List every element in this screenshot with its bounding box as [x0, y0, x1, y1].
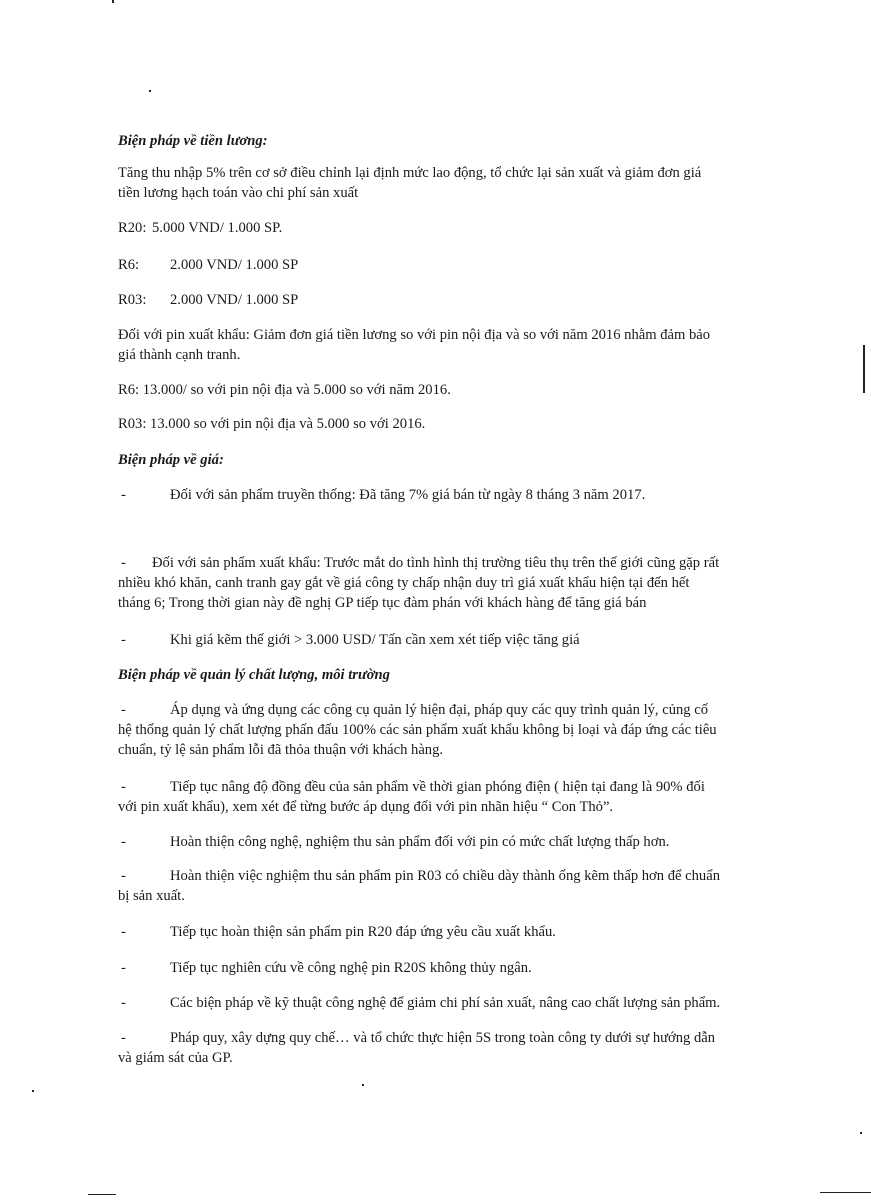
bullet-dash: -: [121, 555, 126, 571]
bullet-dash: -: [121, 834, 126, 850]
export-salary-line-2: giá thành cạnh tranh.: [118, 347, 241, 363]
salary-heading: Biện pháp về tiền lương:: [118, 133, 268, 149]
quality-item-8-line-2: và giám sát của GP.: [118, 1050, 233, 1066]
quality-item-8-line-1: Pháp quy, xây dựng quy chế… và tổ chức thực hiện 5S trong toàn công ty dưới sự hướng dẫn: [170, 1030, 716, 1046]
bullet-dash: -: [121, 924, 126, 940]
quality-item-2-line-2: với pin xuất khẩu), xem xét để từng bước áp dụng đối với pin nhãn hiệu “ Con Thỏ”.: [118, 799, 614, 815]
price-heading: Biện pháp về giá:: [118, 452, 224, 468]
quality-item-2-line-1: Tiếp tục nâng độ đồng đều của sản phẩm về thời gian phóng điện ( hiện tại đang là 90% đối: [170, 779, 705, 795]
price-zinc: Khi giá kẽm thế giới > 3.000 USD/ Tấn cần xem xét tiếp việc tăng giá: [170, 632, 580, 648]
r03-value: 2.000 VND/ 1.000 SP: [170, 292, 299, 308]
quality-item-5: Tiếp tục hoàn thiện sản phẩm pin R20 đáp ứng yêu cầu xuất khẩu.: [170, 924, 556, 940]
bullet-dash: -: [121, 779, 126, 795]
scan-edge-line: [88, 1194, 116, 1195]
r03-label: R03:: [118, 292, 147, 308]
r6-value: 2.000 VND/ 1.000 SP: [170, 257, 299, 273]
price-export-line-1: Đối với sản phẩm xuất khẩu: Trước mắt do tình hình thị trường tiêu thụ trên thế giới cũng gặp rất: [152, 555, 720, 571]
bullet-dash: -: [121, 487, 126, 503]
price-export-line-3: tháng 6; Trong thời gian này đề nghị GP tiếp tục đàm phán với khách hàng để tăng giá bán: [118, 595, 647, 611]
quality-item-4-line-2: bị sản xuất.: [118, 888, 185, 904]
bullet-dash: -: [121, 702, 126, 718]
quality-item-4-line-1: Hoàn thiện việc nghiệm thu sản phẩm pin R03 có chiều dày thành ống kẽm thấp hơn để chuẩn: [170, 868, 720, 884]
price-traditional: Đối với sản phẩm truyền thống: Đã tăng 7% giá bán từ ngày 8 tháng 3 năm 2017.: [170, 487, 646, 503]
quality-item-7: Các biện pháp về kỹ thuật công nghệ để giảm chi phí sản xuất, nâng cao chất lượng sản phẩm.: [170, 995, 721, 1011]
scan-dot: [860, 1132, 862, 1134]
r6-export-salary: R6: 13.000/ so với pin nội địa và 5.000 so với năm 2016.: [118, 382, 451, 398]
r03-export-salary: R03: 13.000 so với pin nội địa và 5.000 so với 2016.: [118, 416, 426, 432]
scan-edge-mark: [863, 345, 865, 393]
quality-item-1-line-1: Áp dụng và ứng dụng các công cụ quản lý hiện đại, pháp quy các quy trình quản lý, củng cố: [170, 702, 709, 718]
price-export-line-2: nhiều khó khăn, canh tranh gay gắt về giá công ty chấp nhận duy trì giá xuất khẩu hiện tại đến hết: [118, 575, 690, 591]
quality-item-6: Tiếp tục nghiên cứu về công nghệ pin R20S không thủy ngân.: [170, 960, 532, 976]
scan-dot: [149, 90, 151, 92]
salary-intro-line-2: tiền lương hạch toán vào chi phí sản xuất: [118, 185, 359, 201]
quality-heading: Biện pháp về quản lý chất lượng, môi trường: [118, 667, 390, 683]
r20-label: R20:: [118, 220, 147, 236]
salary-intro-line-1: Tăng thu nhập 5% trên cơ sở điều chỉnh lại định mức lao động, tổ chức lại sản xuất và giảm đơn giá: [118, 165, 702, 181]
scan-dot: [362, 1084, 364, 1086]
quality-item-1-line-2: hệ thống quản lý chất lượng phấn đấu 100% các sản phẩm xuất khẩu không bị loại và đáp ứng các tiêu: [118, 722, 717, 738]
quality-item-1-line-3: chuẩn, tỷ lệ sản phẩm lỗi đã thỏa thuận với khách hàng.: [118, 742, 444, 758]
scan-dot: [32, 1090, 34, 1092]
bullet-dash: -: [121, 995, 126, 1011]
quality-item-3: Hoàn thiện công nghệ, nghiệm thu sản phẩm đối với pin có mức chất lượng thấp hơn.: [170, 834, 670, 850]
r6-label: R6:: [118, 257, 140, 273]
scan-edge-line: [820, 1192, 871, 1193]
bullet-dash: -: [121, 868, 126, 884]
bullet-dash: -: [121, 960, 126, 976]
export-salary-line-1: Đối với pin xuất khẩu: Giảm đơn giá tiền lương so với pin nội địa và so với năm 2016 nhằm đảm bảo: [118, 327, 711, 343]
bullet-dash: -: [121, 632, 126, 648]
r20-value: 5.000 VND/ 1.000 SP.: [152, 220, 283, 236]
bullet-dash: -: [121, 1030, 126, 1046]
scan-dot: [112, 0, 114, 3]
